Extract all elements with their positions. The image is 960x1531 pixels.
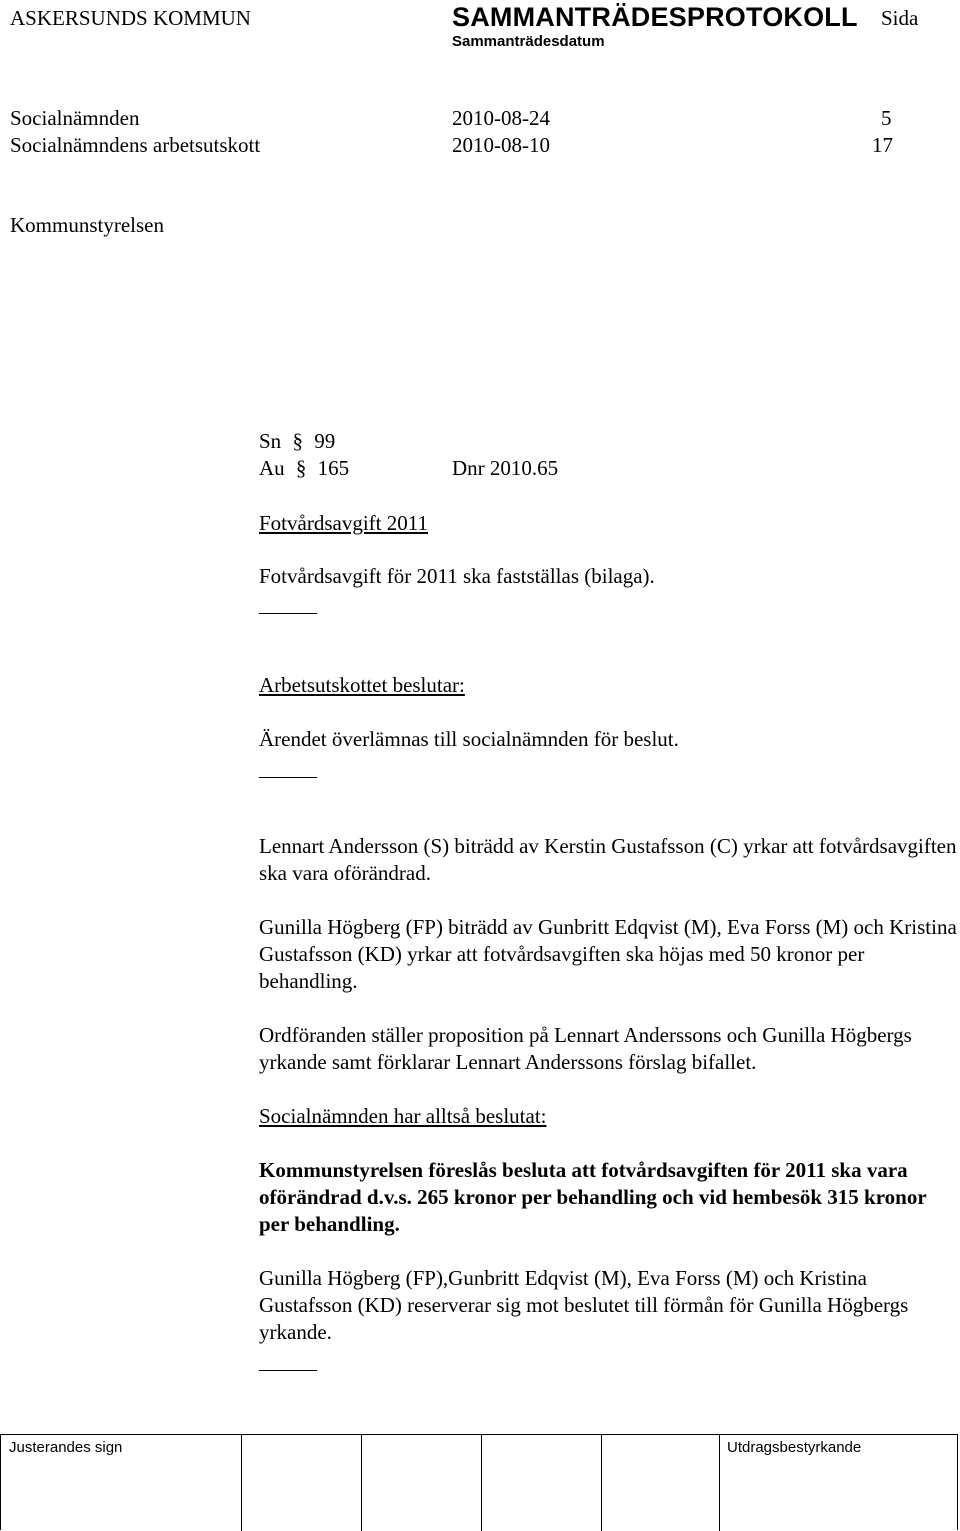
sn-prefix: Sn — [259, 429, 282, 453]
meeting-date: 2010-08-24 — [452, 106, 550, 130]
au-decision-text: Ärendet överlämnas till socialnämnden för beslut. — [259, 727, 679, 751]
justerandes-sign-label: Justerandes sign — [9, 1439, 123, 1456]
meeting-date: 2010-08-10 — [452, 133, 550, 157]
section-divider — [259, 1370, 317, 1371]
page-label: Sida — [881, 6, 919, 30]
footer-divider — [481, 1435, 482, 1531]
au-paragraph-ref — [259, 455, 349, 482]
meeting-body: Socialnämndens arbetsutskott — [10, 133, 261, 157]
meeting-body: Socialnämnden — [10, 106, 140, 130]
signature-footer — [0, 1434, 958, 1530]
chair-statement: Ordföranden ställer proposition på Lennart Anderssons och Gunilla Högbergs yrkande samt förklarar Lennart Anderssons förslag bifallet. — [259, 1023, 912, 1074]
proposal-paragraph: Gunilla Högberg (FP) biträdd av Gunbritt Edqvist (M), Eva Forss (M) och Kristina Gustafsson (KD) yrkar att fotvårdsavgiften ska höjas med 50 kronor per behandling. — [259, 915, 957, 993]
section-symbol: § — [292, 429, 303, 453]
au-decision-heading: Arbetsutskottet beslutar: — [259, 673, 465, 697]
diary-number: Dnr 2010.65 — [452, 456, 559, 480]
case-title: Fotvårdsavgift 2011 — [259, 511, 428, 535]
sn-decision-heading: Socialnämnden har alltså beslutat: — [259, 1104, 547, 1128]
footer-divider — [361, 1435, 362, 1531]
sn-paragraph-ref — [259, 428, 335, 455]
document-type: SAMMANTRÄDESPROTOKOLL — [452, 2, 858, 32]
section-symbol: § — [295, 456, 307, 480]
reservation-paragraph: Gunilla Högberg (FP),Gunbritt Edqvist (M), Eva Forss (M) och Kristina Gustafsson (KD) reserverar sig mot beslutet till förmån för Gunilla Högbergs yrkande. — [259, 1266, 909, 1344]
footer-divider — [241, 1435, 242, 1531]
meeting-page: 5 — [881, 106, 892, 130]
au-number: 165 — [317, 456, 350, 480]
footer-divider — [719, 1435, 720, 1531]
section-divider — [259, 777, 317, 778]
sn-decision-text: Kommunstyrelsen föreslås besluta att fotvårdsavgiften för 2011 ska vara oförändrad d.v.s. 265 kronor per behandling och vid hembesök 315 kronor per behandling. — [259, 1158, 927, 1236]
recipient: Kommunstyrelsen — [10, 213, 164, 237]
extract-certification-label: Utdragsbestyrkande — [727, 1439, 862, 1456]
case-intro: Fotvårdsavgift för 2011 ska fastställas (bilaga). — [259, 564, 655, 588]
sn-number: 99 — [314, 429, 336, 453]
meeting-page: 17 — [872, 133, 893, 157]
proposal-paragraph: Lennart Andersson (S) biträdd av Kerstin Gustafsson (C) yrkar att fotvårdsavgiften ska vara oförändrad. — [259, 834, 957, 885]
au-prefix: Au — [259, 456, 285, 480]
meeting-date-label: Sammanträdesdatum — [452, 33, 605, 50]
footer-divider — [601, 1435, 602, 1531]
section-divider — [259, 613, 317, 614]
municipality-name: ASKERSUNDS KOMMUN — [10, 6, 251, 30]
